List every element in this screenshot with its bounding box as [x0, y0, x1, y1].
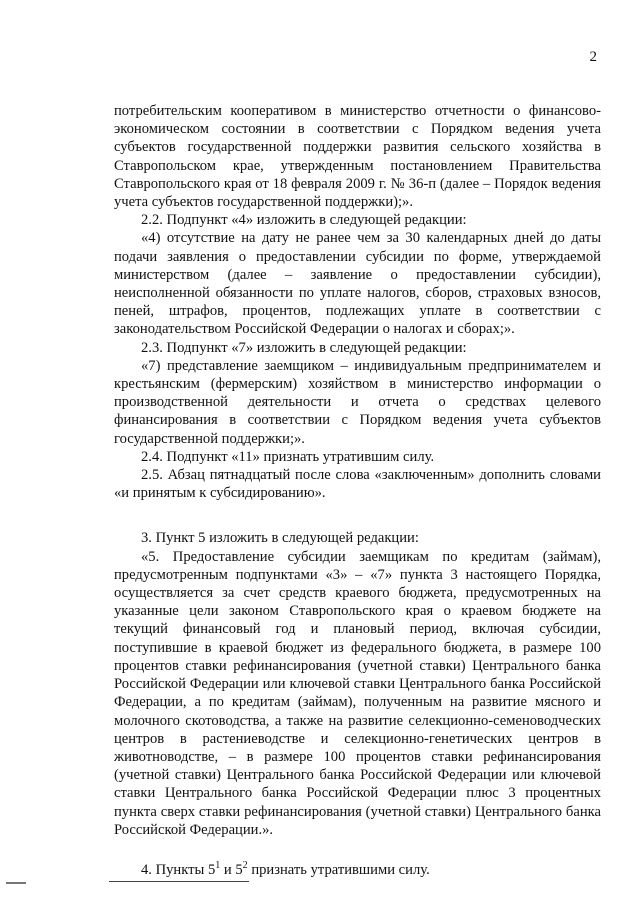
superscript-2: 2: [242, 860, 248, 872]
paragraph-subpoint-4: «4) отсутствие на дату не ранее чем за 30 календарных дней до даты подачи заявления о предоставлении субсидии по форме, утверждаемой министерством (далее – заявление о предоставлении субсидии), неисполненной обязанности по уплате налогов, сборов, страховых взносов, пеней, штрафов, процентов, подлежащих уплате в соответствии с законодательством Российской Федерации о налогах и сборах;».: [114, 230, 601, 338]
superscript-1: 1: [215, 860, 221, 872]
paragraph-2-4: 2.4. Подпункт «11» признать утратившим силу.: [141, 448, 435, 465]
paragraph-point-4: [114, 861, 601, 879]
document-body: [114, 102, 601, 879]
page-number: 2: [589, 49, 597, 65]
footer-line: [109, 881, 249, 882]
paragraph-2-3-heading: 2.3. Подпункт «7» изложить в следующей редакции:: [141, 339, 467, 356]
paragraph-point-4-middle: и 5: [220, 861, 243, 878]
paragraph-subpoint-7: «7) представление заемщиком – индивидуальным предпринимателем и крестьянским (фермерским) хозяйством в министерство информации о производственной деятельности и отчета о средствах целевого финансирования в соответствии с Порядком ведения учета субъектов государственной поддержки;».: [114, 357, 601, 447]
paragraph-2-5: 2.5. Абзац пятнадцатый после слова «заключенным» дополнить словами «и принятым к субсидированию».: [114, 467, 601, 502]
paragraph-2-2-heading: 2.2. Подпункт «4» изложить в следующей редакции:: [141, 212, 467, 229]
paragraph-point-5: «5. Предоставление субсидии заемщикам по кредитам (займам), предусмотренным подпунктами «3» – «7» пункта 3 настоящего Порядка, осуществляется за счет средств краевого бюджета, предусмотренных на указанные цели законом Ставропольского края о краевом бюджете на текущий финансовый год и плановый период, включая субсидии, поступившие в краевой бюджет из федерального бюджета, в размере 100 процентов ставки рефинансирования (учетной ставки) Центрального банка Российской Федерации или ключевой ставки Центрального банка Российской Федерации, а по кредитам (займам), полученным на развитие мясного и молочного скотоводства, а также на развитие селекционно-семеноводческих центров в растениеводстве и селекционно-генетических центров в животноводстве, – в размере 100 процентов ставки рефинансирования (учетной ставки) Центрального банка Российской Федерации или ключевой ставки Центрального банка Российской Федерации плюс 3 процентных пункта сверх ставки рефинансирования (учетной ставки) Центрального банка Российской Федерации.».: [114, 548, 601, 838]
footer-mark: [6, 882, 26, 884]
paragraph-point-4-before: 4. Пункты 5: [141, 861, 216, 878]
paragraph-3-heading: 3. Пункт 5 изложить в следующей редакции:: [141, 530, 419, 547]
paragraph-point-4-after: признать утратившими силу.: [247, 861, 430, 878]
paragraph-continuation: потребительским кооперативом в министерство отчетности о финансово-экономическом состоянии в соответствии с Порядком ведения учета субъектов государственной поддержки развития сельского хозяйства в Ставропольском крае, утвержденным постановлением Правительства Ставропольского края от 18 февраля 2009 г. № 36-п (далее – Порядок ведения учета субъектов государственной поддержки);».: [114, 103, 601, 211]
